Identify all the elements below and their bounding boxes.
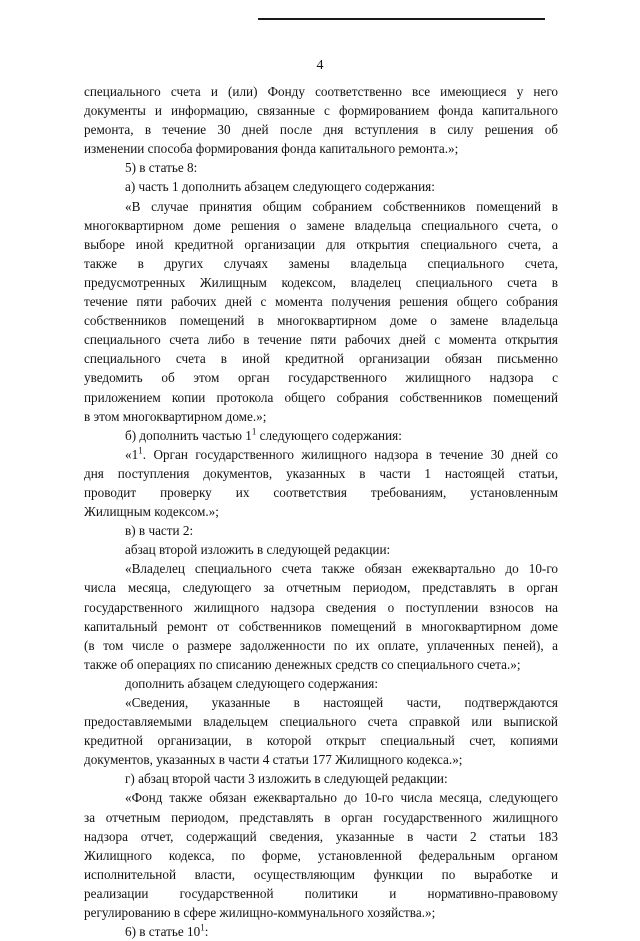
text-line: документы и информацию, связанные с формированием фонда капитального — [84, 103, 558, 119]
text-line: исполнительной власти, осуществляющим функции по выработке и — [84, 866, 558, 882]
text-line: многоквартирном доме решения о замене владельца специального счета, о — [84, 217, 558, 233]
text-line: специального счета и (или) Фонду соответственно все имеющиеся у него — [84, 84, 558, 99]
superscript: 1 — [200, 922, 205, 933]
text-line: специального счета в иной кредитной организации обязан письменно — [84, 351, 558, 367]
text-line: приложением копии протокола общего собрания собственников помещений — [84, 389, 558, 405]
text-line: документов, указанных в части 4 статьи 177 Жилищного кодекса.»; — [84, 752, 463, 768]
text-line: кредитной организации, в которой открыт специальный счет, копиями — [84, 733, 558, 749]
top-rule — [258, 18, 545, 20]
text-line: «Сведения, указанные в настоящей части, подтверждаются — [125, 695, 558, 710]
text-line: капитальный ремонт от собственников помещений в многоквартирном доме — [84, 618, 558, 634]
text-line: «$1^1$. Орган государственного жилищного надзора в течение 30 дней со — [125, 445, 558, 462]
text-line: дня поступления документов, указанных в части 1 настоящей статьи, — [84, 465, 558, 481]
text-line: также об операциях по списанию денежных средств со специального счета.»; — [84, 656, 521, 672]
text-line: ремонта, в течение 30 дней после дня вступления в силу решения об — [84, 122, 558, 138]
text-line: б) дополнить частью $1^1$ следующего содержания: — [125, 426, 402, 443]
text-line: дополнить абзацем следующего содержания: — [125, 675, 379, 691]
document-body — [84, 82, 558, 941]
superscript: 1 — [138, 445, 143, 456]
text-line: государственного жилищного надзора сведения о поступлении взносов на — [84, 599, 558, 615]
text-line: за отчетным периодом, представлять в орган государственного жилищного — [84, 809, 558, 825]
page-number: 4 — [316, 58, 324, 73]
text-line: в этом многоквартирном доме.»; — [84, 408, 267, 424]
text-line: г) абзац второй части 3 изложить в следующей редакции: — [125, 771, 448, 787]
text-line: уведомить об этом орган государственного жилищного надзора с — [84, 370, 558, 386]
text-line: также в других случаях замены владельца специального счета, — [84, 255, 558, 271]
text-line: в) в части 2: — [125, 523, 194, 539]
text-line: (в том числе о размере задолженности по их оплате, уплаченных пеней), а — [84, 637, 558, 653]
text-line: 5) в статье 8: — [125, 160, 198, 176]
text-line: проводит проверку их соответствия требованиям, установленным — [84, 484, 558, 500]
text-line: числа месяца, следующего за отчетным периодом, представлять в орган — [84, 580, 558, 596]
text-line: «В случае принятия общим собранием собственников помещений в — [125, 198, 558, 214]
text-line: Жилищным кодексом.»; — [84, 504, 219, 520]
text-line: выборе иной кредитной организации для открытия специального счета, а — [84, 236, 558, 252]
text-line: надзора отчет, содержащий сведения, указанные в части 2 статьи 183 — [84, 828, 558, 844]
text-line: предоставляемыми владельцем специального счета справкой или выпиской — [84, 714, 558, 730]
text-line: реализации государственной политики и нормативно-правовому — [84, 885, 558, 901]
superscript: 1 — [251, 426, 257, 437]
text-line: «Владелец специального счета также обязан ежеквартально до 10-го — [125, 561, 558, 577]
text-line: «Фонд также обязан ежеквартально до 10-го числа месяца, следующего — [125, 790, 558, 806]
text-line: собственников помещений в многоквартирном доме о замене владельца — [84, 313, 558, 329]
text-line: течение пяти рабочих дней с момента получения решения общего собрания — [84, 294, 558, 310]
text-line: 6) в статье $10^1$: — [125, 922, 209, 940]
text-line: изменении способа формирования фонда капитального ремонта.»; — [84, 141, 459, 157]
text-line: регулированию в сфере жилищно-коммунального хозяйства.»; — [84, 905, 436, 921]
text-line: абзац второй изложить в следующей редакции: — [125, 542, 391, 558]
text-line: Жилищного кодекса, по форме, установленной федеральным органом — [84, 847, 558, 863]
text-line: предусмотренных Жилищным кодексом, владелец специального счета в — [84, 274, 558, 290]
text-line: а) часть 1 дополнить абзацем следующего содержания: — [125, 179, 435, 195]
text-line: специального счета либо в течение пяти рабочих дней с момента открытия — [84, 332, 558, 348]
